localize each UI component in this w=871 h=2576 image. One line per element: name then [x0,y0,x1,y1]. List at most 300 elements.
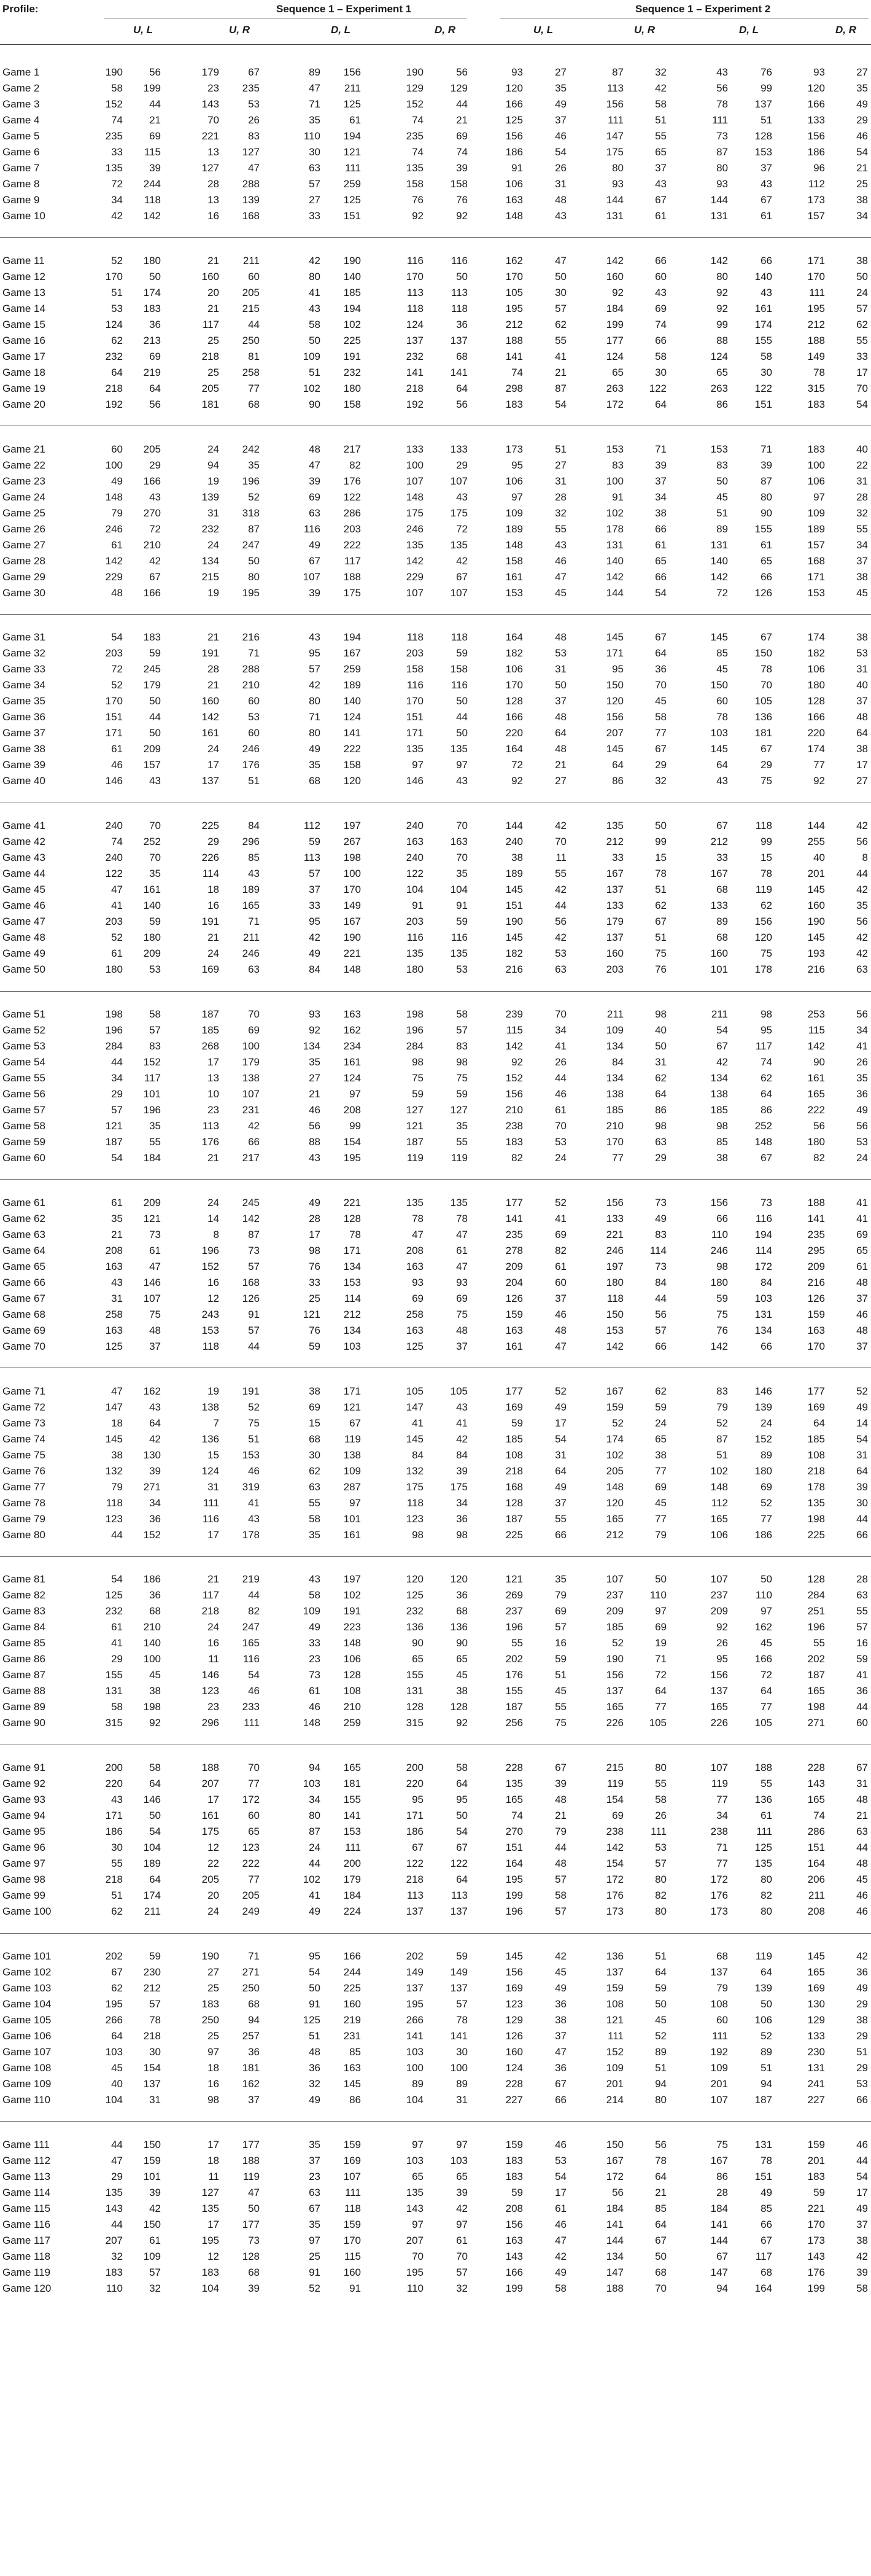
table-cell: 35 [555,82,567,94]
table-cell: 152 [105,98,123,110]
table-cell: 85 [655,2202,667,2214]
table-cell: 178 [807,1481,825,1493]
table-cell: 97 [456,2138,468,2150]
table-cell: 45 [655,2014,667,2026]
table-cell: 141 [343,1810,361,1822]
game-name: Game 82 [2,1589,45,1601]
table-cell: 128 [343,1212,361,1224]
table-cell: 97 [349,1496,361,1509]
table-cell: 181 [201,398,219,410]
table-cell: 80 [655,2094,667,2106]
table-cell: 160 [710,948,728,960]
table-cell: 180 [710,1276,728,1288]
table-cell: 55 [555,1701,567,1713]
table-cell: 30 [555,286,567,298]
table-cell: 251 [807,1605,825,1617]
table-cell: 211 [242,932,260,944]
table-cell: 95 [612,663,624,675]
table-cell: 49 [761,2186,772,2198]
table-cell: 21 [111,1228,123,1240]
game-name: Game 95 [2,1826,45,1838]
table-cell: 37 [555,2030,567,2042]
table-cell: 38 [511,852,523,864]
game-name: Game 79 [2,1512,45,1525]
table-cell: 66 [761,2218,772,2230]
table-cell: 97 [655,1605,667,1617]
table-cell: 221 [343,948,361,960]
table-cell: 118 [451,302,468,314]
table-cell: 47 [309,82,320,94]
table-cell: 166 [807,711,825,723]
table-cell: 135 [754,1858,772,1870]
table-cell: 187 [754,2094,772,2106]
table-cell: 57 [248,1260,260,1272]
table-cell: 89 [655,2046,667,2058]
table-cell: 250 [242,1982,260,1994]
table-cell: 34 [149,1496,161,1509]
table-cell: 162 [505,254,523,267]
table-cell: 209 [143,1196,161,1208]
table-row [0,946,871,962]
table-cell: 179 [242,1056,260,1068]
game-name: Game 114 [2,2186,51,2198]
table-cell: 100 [143,1653,161,1665]
table-cell: 50 [456,727,468,739]
table-cell: 58 [655,711,667,723]
table-cell: 296 [201,1717,219,1729]
table-cell: 75 [761,948,772,960]
table-cell: 77 [248,1778,260,1790]
table-cell: 24 [856,286,868,298]
table-cell: 43 [761,286,772,298]
table-cell: 31 [655,1056,667,1068]
table-cell: 44 [248,1589,260,1601]
table-cell: 175 [343,586,361,599]
table-cell: 56 [309,1120,320,1132]
table-cell: 49 [555,1481,567,1493]
table-cell: 47 [111,1385,123,1397]
table-cell: 38 [555,2014,567,2026]
table-cell: 56 [612,2186,624,2198]
table-cell: 92 [716,1621,728,1633]
table-cell: 42 [856,884,868,896]
table-cell: 64 [655,1088,667,1100]
table-cell: 92 [456,210,468,222]
table-cell: 102 [303,382,320,394]
table-cell: 164 [505,631,523,644]
table-cell: 64 [655,647,667,660]
table-cell: 142 [710,570,728,583]
table-cell: 238 [606,1826,624,1838]
table-cell: 270 [505,1826,523,1838]
table-cell: 74 [111,836,123,848]
table-cell: 94 [309,1762,320,1774]
table-row [0,2233,871,2249]
table-cell: 92 [813,775,825,787]
table-cell: 68 [149,1605,161,1617]
table-cell: 37 [655,162,667,174]
table-cell: 63 [856,1826,868,1838]
table-cell: 33 [612,852,624,864]
table-cell: 122 [450,1858,468,1870]
game-name: Game 30 [2,586,45,599]
table-cell: 315 [807,382,825,394]
table-cell: 192 [105,398,123,410]
table-cell: 42 [716,1056,728,1068]
table-cell: 142 [710,1340,728,1352]
table-cell: 118 [106,1496,123,1509]
game-name: Game 29 [2,570,45,583]
table-cell: 29 [856,2030,868,2042]
table-cell: 200 [406,1762,424,1774]
table-cell: 75 [412,1072,424,1084]
table-cell: 53 [856,2078,868,2090]
table-cell: 41 [111,1637,123,1649]
table-cell: 75 [149,1308,161,1320]
table-cell: 52 [555,1385,567,1397]
table-cell: 135 [450,948,468,960]
table-cell: 145 [710,743,728,755]
table-cell: 133 [807,114,825,126]
table-row [0,1307,871,1323]
table-cell: 181 [242,2062,260,2074]
table-cell: 226 [201,852,219,864]
table-cell: 185 [505,1433,523,1445]
table-row [0,1383,871,1399]
table-cell: 124 [406,318,424,330]
table-cell: 111 [608,2030,624,2042]
table-cell: 100 [105,459,123,471]
table-cell: 202 [505,1653,523,1665]
table-cell: 167 [343,916,361,928]
table-cell: 59 [456,647,468,660]
table-cell: 83 [149,1040,161,1052]
table-cell: 57 [309,868,320,880]
table-cell: 76 [456,194,468,206]
table-cell: 153 [606,443,624,455]
table-cell: 55 [655,1778,667,1790]
table-cell: 74 [761,1056,772,1068]
table-cell: 26 [248,114,260,126]
block-separator [0,1179,871,1180]
table-cell: 66 [555,2094,567,2106]
table-cell: 218 [406,382,424,394]
table-cell: 46 [555,130,567,142]
table-cell: 170 [105,695,123,707]
table-cell: 114 [755,1244,772,1256]
table-cell: 102 [606,1449,624,1461]
table-cell: 66 [655,570,667,583]
game-name: Game 108 [2,2062,52,2074]
table-cell: 49 [555,1401,567,1413]
table-cell: 174 [807,743,825,755]
table-cell: 31 [856,1449,868,1461]
table-cell: 42 [856,2250,868,2262]
table-cell: 156 [505,1966,523,1978]
table-cell: 137 [406,334,424,346]
table-cell: 44 [856,868,868,880]
table-cell: 43 [111,1794,123,1806]
table-cell: 74 [813,1810,825,1822]
table-cell: 59 [511,1417,523,1429]
table-cell: 50 [655,1573,667,1586]
table-cell: 75 [761,775,772,787]
table-cell: 66 [856,2094,868,2106]
table-cell: 59 [149,1950,161,1962]
table-cell: 156 [710,1669,728,1681]
table-cell: 78 [149,2014,161,2026]
table-cell: 76 [761,66,772,78]
table-cell: 168 [242,210,260,222]
table-cell: 159 [606,1401,624,1413]
table-cell: 54 [856,398,868,410]
table-cell: 21 [207,679,219,691]
table-cell: 176 [242,759,260,771]
table-cell: 21 [207,932,219,944]
table-cell: 174 [143,1889,161,1902]
table-cell: 64 [761,1685,772,1697]
table-cell: 200 [343,1858,361,1870]
table-cell: 53 [248,711,260,723]
table-row [0,1840,871,1856]
table-cell: 120 [606,695,624,707]
table-cell: 142 [406,555,424,567]
table-cell: 91 [309,1998,320,2010]
table-cell: 142 [201,711,219,723]
table-cell: 136 [450,1621,468,1633]
table-cell: 189 [505,523,523,535]
table-cell: 165 [807,1685,825,1697]
table-cell: 247 [242,539,260,551]
table-cell: 218 [505,1465,523,1477]
table-cell: 267 [343,836,361,848]
table-cell: 69 [555,1228,567,1240]
table-cell: 225 [201,820,219,832]
table-row [0,773,871,789]
column-header-exp2-dr: D, R [835,24,856,36]
table-cell: 158 [450,663,468,675]
table-cell: 55 [761,1778,772,1790]
column-header-exp2-dl: D, L [738,24,759,36]
table-cell: 146 [201,1669,219,1681]
table-cell: 125 [105,1589,123,1601]
table-cell: 150 [143,2138,161,2150]
table-cell: 170 [343,2234,361,2246]
table-cell: 84 [412,1449,424,1461]
game-name: Game 24 [2,491,45,503]
game-name: Game 41 [2,820,45,832]
table-cell: 212 [606,836,624,848]
table-cell: 50 [456,695,468,707]
table-cell: 135 [406,2186,424,2198]
table-cell: 21 [856,162,868,174]
table-cell: 56 [456,398,468,410]
table-cell: 63 [309,507,320,519]
game-name: Game 88 [2,1685,45,1697]
table-cell: 39 [856,2266,868,2278]
table-cell: 40 [856,679,868,691]
table-cell: 44 [555,1072,567,1084]
table-cell: 33 [856,350,868,362]
table-cell: 55 [309,1496,320,1509]
table-cell: 111 [608,114,624,126]
game-name: Game 110 [2,2094,51,2106]
table-cell: 120 [406,1573,424,1586]
table-row [0,882,871,898]
table-cell: 84 [612,1056,624,1068]
table-cell: 107 [450,586,468,599]
table-cell: 53 [555,2154,567,2166]
table-cell: 83 [456,1040,468,1052]
table-cell: 180 [406,963,424,976]
table-cell: 161 [505,570,523,583]
table-cell: 135 [406,539,424,551]
table-cell: 47 [555,2234,567,2246]
table-cell: 129 [807,2014,825,2026]
table-cell: 52 [716,1417,728,1429]
table-cell: 17 [856,759,868,771]
table-cell: 82 [655,1889,667,1902]
table-cell: 57 [149,1998,161,2010]
table-cell: 75 [456,1072,468,1084]
table-cell: 60 [248,727,260,739]
table-cell: 41 [555,350,567,362]
table-cell: 208 [807,1905,825,1918]
table-cell: 139 [242,194,260,206]
table-cell: 67 [555,1762,567,1774]
table-cell: 223 [343,1621,361,1633]
table-cell: 64 [149,1417,161,1429]
table-cell: 44 [111,1056,123,1068]
table-cell: 188 [242,2154,260,2166]
table-row [0,757,871,773]
table-cell: 153 [807,586,825,599]
table-cell: 110 [106,2282,123,2294]
table-cell: 221 [606,1228,624,1240]
table-cell: 319 [242,1481,260,1493]
game-name: Game 60 [2,1152,45,1164]
table-cell: 56 [655,1308,667,1320]
table-cell: 198 [807,1512,825,1525]
game-name: Game 9 [2,194,40,206]
table-cell: 87 [555,382,567,394]
table-cell: 170 [505,679,523,691]
table-cell: 33 [111,146,123,158]
table-cell: 49 [555,1982,567,1994]
table-cell: 41 [309,1889,320,1902]
table-cell: 105 [754,1717,772,1729]
table-cell: 126 [505,1292,523,1304]
table-cell: 155 [105,1669,123,1681]
table-cell: 160 [201,270,219,282]
table-cell: 240 [105,852,123,864]
table-cell: 69 [655,1621,667,1633]
table-cell: 80 [655,1874,667,1886]
table-cell: 53 [555,1136,567,1148]
table-cell: 24 [309,1842,320,1854]
table-cell: 143 [105,2202,123,2214]
table-row [0,661,871,677]
table-cell: 135 [105,162,123,174]
table-row [0,1243,871,1259]
table-cell: 77 [761,1701,772,1713]
table-cell: 215 [242,302,260,314]
game-name: Game 93 [2,1794,45,1806]
table-cell: 43 [309,1152,320,1164]
table-cell: 56 [856,916,868,928]
table-cell: 109 [606,2062,624,2074]
table-cell: 141 [807,1212,825,1224]
table-cell: 89 [716,523,728,535]
table-cell: 52 [248,491,260,503]
table-cell: 219 [242,1573,260,1586]
block-separator [0,237,871,238]
table-cell: 179 [606,916,624,928]
table-cell: 39 [149,2186,161,2198]
table-cell: 49 [856,1982,868,1994]
table-cell: 106 [505,663,523,675]
table-cell: 121 [143,1212,161,1224]
table-cell: 153 [710,443,728,455]
table-cell: 111 [651,1826,667,1838]
table-cell: 87 [248,1228,260,1240]
table-cell: 19 [207,475,219,487]
table-cell: 188 [807,334,825,346]
table-cell: 25 [207,334,219,346]
table-cell: 51 [248,1433,260,1445]
table-cell: 246 [406,523,424,535]
table-cell: 166 [807,98,825,110]
table-cell: 101 [343,1512,361,1525]
table-cell: 148 [606,1481,624,1493]
table-cell: 118 [406,1496,424,1509]
table-cell: 125 [303,2014,320,2026]
table-cell: 196 [505,1621,523,1633]
table-cell: 259 [343,178,361,190]
table-cell: 113 [451,286,468,298]
table-cell: 67 [716,820,728,832]
table-cell: 75 [555,1717,567,1729]
table-cell: 26 [655,1810,667,1822]
table-cell: 87 [716,146,728,158]
table-cell: 60 [655,270,667,282]
game-name: Game 94 [2,1810,45,1822]
table-cell: 32 [655,66,667,78]
table-cell: 85 [716,1136,728,1148]
table-cell: 53 [856,1136,868,1148]
table-cell: 159 [606,1982,624,1994]
table-cell: 24 [655,1417,667,1429]
table-cell: 24 [207,948,219,960]
table-cell: 99 [716,318,728,330]
table-cell: 142 [242,1212,260,1224]
table-cell: 69 [856,1228,868,1240]
table-cell: 171 [343,1244,361,1256]
table-cell: 67 [655,631,667,644]
table-cell: 117 [202,1589,219,1601]
table-cell: 163 [105,1260,123,1272]
table-cell: 39 [761,459,772,471]
table-cell: 146 [143,1276,161,1288]
table-cell: 47 [309,459,320,471]
table-cell: 161 [754,302,772,314]
table-cell: 104 [406,884,424,896]
table-cell: 89 [761,1449,772,1461]
table-cell: 57 [309,178,320,190]
table-cell: 130 [143,1449,161,1461]
table-cell: 95 [309,916,320,928]
table-cell: 77 [655,727,667,739]
